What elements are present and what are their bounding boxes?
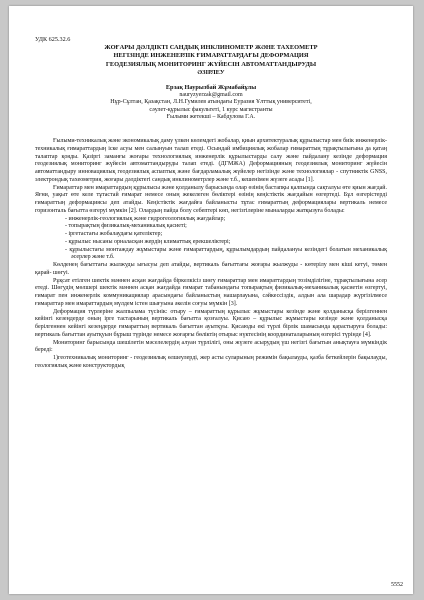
affiliation-line: сәулет-құрылыс факультеті, 1 курс магистранты: [149, 106, 273, 113]
list-item: - инженерлік-геологиялық және гидрогеологиялық жағдайлар;: [35, 216, 387, 224]
author-name: Ерзақ Наурызбай Жұмабайұлы: [165, 83, 257, 91]
body-paragraph: Мониторинг барысында шешілетін мәселелердің алуан түрлілігі, оны жүзеге асырудың үш негізгі бағытын анықтауға мүмкіндік береді:: [35, 339, 387, 354]
udc-code: УДК 625.32.6: [35, 36, 71, 43]
title-line: НЕГІЗІНДЕ ИНЖЕНЕРЛІК ҒИМАРАТТАРДАҒЫ ДЕФОРМАЦИЯ: [113, 52, 309, 60]
affiliation-line: Нұр-Сұлтан, Қазақстан, Л.Н.Гумилев атындағы Еуразия Ұлттық университеті,: [110, 99, 312, 106]
list-item: - құрылыс нысаны орналасқан жердің климаттық ерекшеліктері;: [35, 239, 387, 247]
author-email[interactable]: nauryzyerzak@gmail.com: [179, 91, 243, 98]
body-paragraph: Деформация түрлеріне жалпылама түсінік: отыру – ғимараттың құрылыс жұмыстары кезінде және қолданысқа берілгеннен кейінгі кезеңдерде оның ірге тастарының вертикаль бағытта қозғалуы. Қисаю – құрылыс жұмыстары кезінде және қолданысқа берілгеннен кейінгі кезеңдерде ғимараттың вертикаль бағыттан ауытқуы. Қисаюды екі түрлі бірлік шамасында қарастыруға болады: вертикаль бағыттан ауытқуын бұрыш түрінде немесе жоғарғы бөліктің отырыс нүктесінің координаталарының өзгерісі түрінде [4].: [35, 308, 387, 338]
document-page: [9, 6, 413, 594]
page-content: [35, 36, 387, 371]
list-item: - топырақтың физикалық-механикалық қасиеті;: [35, 223, 387, 231]
article-title: [35, 44, 387, 78]
affiliation-block: [35, 92, 387, 122]
article-body: [35, 138, 387, 371]
body-paragraph: Рұқсат етілген шектік мәннен асқан жағдайда біркелкісіз шөгу ғимараттар мен имараттардың тозімділігіне, тұрақтылығына әсер етеді. Шөгудің мөлшері шектік мәннен асқан жағдайда ғимарат табанындағы топырақтың физикалық-механикалық қасиетін өзгертуі, ғимарат пен инженерлік коммуникациялар арасындағы байланыстың нашарлауына, сәйкессіздік, алдын ала шарадар жүргізілмесе ғимараттар мен имараттардың мүлдем істен шығуына әкелін соғуы мүмкін [3].: [35, 277, 387, 307]
causes-list: [35, 216, 387, 263]
body-paragraph: 1)геотехникалық мониторинг - геодезиялық өлшеулерді, жер асты суларының режимін бақылауды, қазба беткейлерін бақылауды, геологиялық және конструктордық: [35, 355, 387, 369]
list-item: - құрылыстағы монтаждау жұмыстары және ғимараттардың, құрылымдардың пайдалануы кезіндегі болатын механикалық әсерлер және т.б.: [35, 247, 387, 263]
list-item: - іргетастағы жобалаудағы қателіктер;: [35, 231, 387, 239]
title-line: ЖОҒАРЫ ДӘЛДІКТІ САНДЫҚ ИНКЛИНОМЕТР ЖӘНЕ ТАХЕОМЕТР: [104, 44, 318, 51]
title-line: ӘЗІРЛЕУ: [197, 69, 225, 77]
body-paragraph: Ғылыми-техникалық және экономикалық даму үлкен көлемдегі жобалар, қиын архитектуралық құрылыстар мен биік инженерлік-техникалық ғимараттардың іске асуы мен салынуын талап етеді. Осындай имбициялық жобалар ғимараттың тұрақтылығына да қатаң талаптар қояды. Қазіргі заманғы жоғары технологиялық инженерлік құрылыстарды салу және пайдалану кезінде деформация геодезиялық мониторинг жүйесін автоматтандыруды талап етеді. (ДГМЖА) Деформацияның геодезиялық мониторинг жүйесін автоматтандыру инновациялық геодезиялық аспаптық және бағдарламалық жүйелер негізінде және технологиялар - спутниктік GNSS, электрондық тахеометрия, жоғары дәлдіктегі сандық инклинометрлер және т.б., кешенімен жүзеге асады [1].: [35, 138, 387, 183]
body-paragraph: Көлденең бағыттағы жылжуды ығысуы деп атайды, вертикаль бағыттағы жоғары жылжуды - көтерілу мен кіші кетуі, төмен қарай- шөгуі.: [35, 262, 387, 276]
body-paragraph: Ғимараттар мен имараттардың құрылысы және қолданылу барысында олар өзінің бастапқы қалпында сақталуы өте қиын жағдай. Яғни, уақыт өте келе тұтастай ғимарат немесе оның жекелеген бөліктері өзінің кеңістіктік жағдайын өзгертеді. Бұл өзгерістерді ғимараттың деформациясы деп атайды. Кеңістіктік жағдайға байланысты тұтас ғимараттың деформациялары вертикаль немесе горизонталь бағытта өзгеруі мүмкін [2]. Олардың пайда болу себептері көп, негізгілеріне мыналарды жатқызуға болады:: [35, 184, 387, 214]
supervisor-line: Ғылыми жетекші – Кабдулова Г.А.: [166, 114, 256, 121]
title-line: ГЕОДЕЗИЯЛЫҚ МОНИТОРИНГ ЖҮЙЕСІН АВТОМАТТАНДЫРУДЫ: [105, 60, 317, 68]
page-number: 5552: [391, 582, 403, 588]
